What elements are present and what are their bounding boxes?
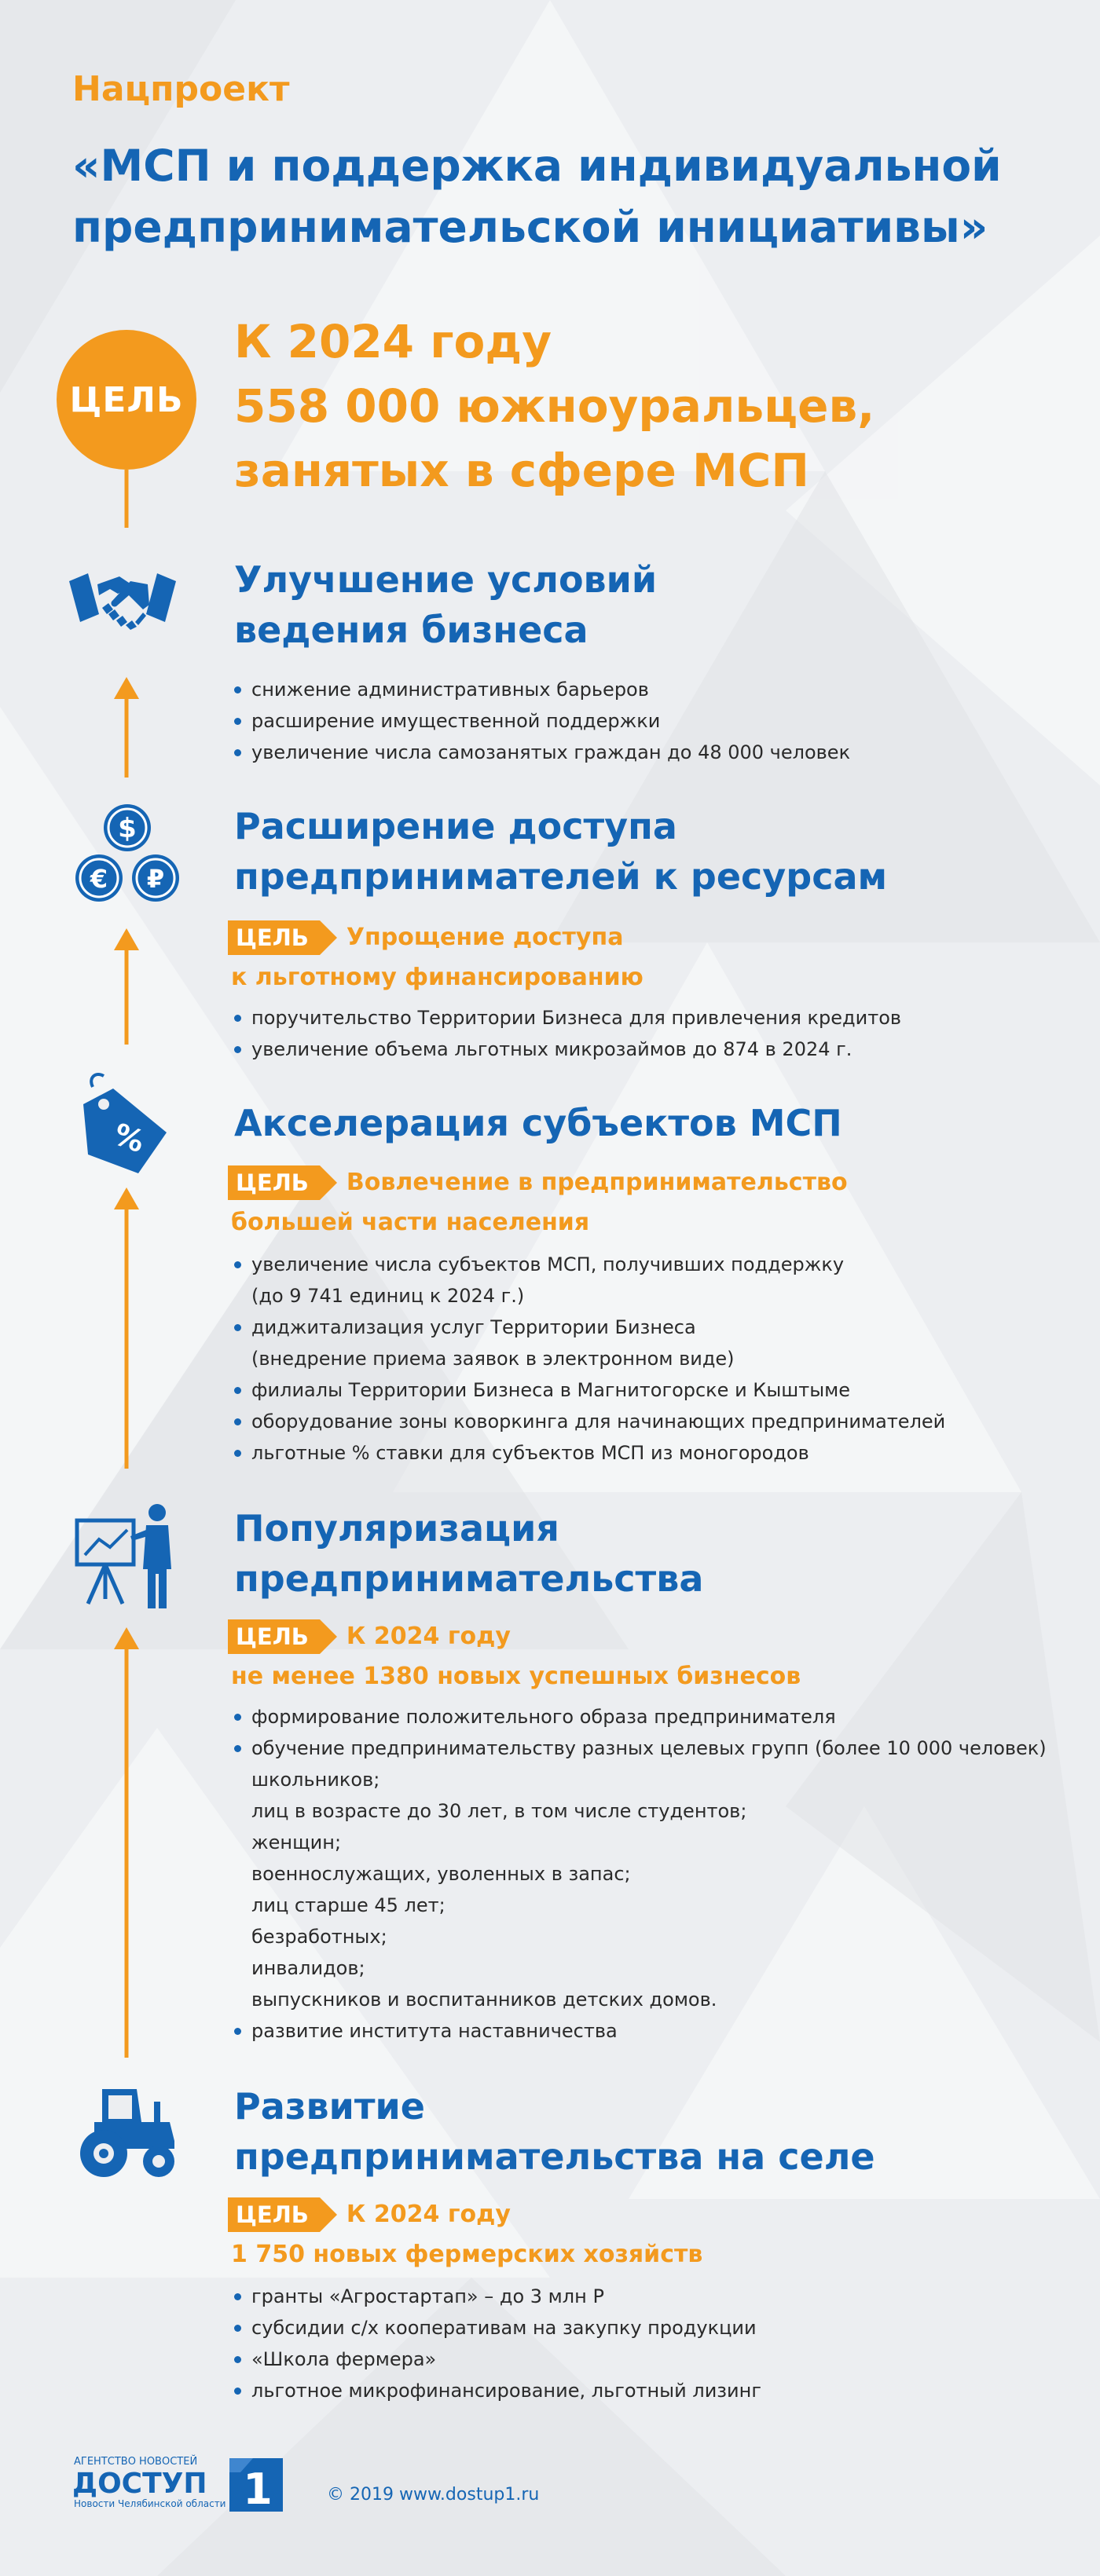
- list-item: безработных;: [251, 1926, 387, 1948]
- section-title-acceleration: [234, 1098, 1067, 1148]
- presentation-icon: [72, 1502, 182, 1612]
- logo-sub-text: Новости Челябинской области: [74, 2498, 226, 2509]
- dostup-logo: [72, 2452, 284, 2515]
- list-item: диджитализация услуг Территории Бизнеса: [234, 1312, 1083, 1343]
- list-item: субсидии с/х кооперативам на закупку продукции: [234, 2312, 1083, 2344]
- section-title-line: Улучшение условий: [234, 558, 658, 601]
- list-item: расширение имущественной поддержки: [234, 705, 1083, 737]
- svg-text:€: €: [90, 864, 108, 894]
- section-title-line: Акселерация субъектов МСП: [234, 1102, 842, 1144]
- section-goal: [228, 920, 1061, 997]
- goal-line-1: Упрощение доступа: [346, 924, 624, 951]
- section-goal: [228, 1619, 1061, 1696]
- goal-tag: ЦЕЛЬ: [228, 1619, 320, 1654]
- list-item: формирование положительного образа предпринимателя: [234, 1701, 1083, 1733]
- kicker: Нацпроект: [72, 69, 290, 109]
- list-item: «Школа фермера»: [234, 2344, 1083, 2375]
- list-item: льготные % ставки для субъектов МСП из моногородов: [234, 1437, 1083, 1469]
- list-item: увеличение числа субъектов МСП, получивших поддержку: [234, 1249, 1083, 1280]
- logo-top-text: АГЕНТСТВО НОВОСТЕЙ: [74, 2456, 198, 2468]
- list-item: филиалы Территории Бизнеса в Магнитогорске и Кыштыме: [234, 1374, 1083, 1406]
- list-item: выпускников и воспитанников детских домов.: [251, 1989, 717, 2011]
- goal-line-1: К 2024 году: [346, 1623, 511, 1650]
- page-title: [72, 135, 1062, 258]
- list-item: увеличение числа самозанятых граждан до 48 000 человек: [234, 737, 1083, 768]
- list-item: оборудование зоны коворкинга для начинающих предпринимателей: [234, 1406, 1083, 1437]
- tractor-icon: [71, 2073, 181, 2183]
- title-line-1: «МСП и поддержка индивидуальной: [72, 141, 1002, 191]
- svg-text:%: %: [108, 1116, 149, 1160]
- list-item: обучение предпринимательству разных целевых групп (более 10 000 человек): [234, 1733, 1083, 1764]
- main-goal-text: [234, 309, 1059, 503]
- list-item: женщин;: [251, 1831, 342, 1853]
- section-goal: [228, 1165, 1061, 1242]
- main-goal-line-2: 558 000 южноуральцев,: [234, 379, 875, 433]
- logo-number: 1: [243, 2464, 273, 2514]
- section-title-line: Популяризация: [234, 1507, 559, 1550]
- list-item: снижение административных барьеров: [234, 674, 1083, 705]
- list-item: гранты «Агростартап» – до 3 млн Р: [234, 2281, 1083, 2312]
- handshake-icon: [68, 550, 178, 660]
- list-item: (внедрение приема заявок в электронном виде): [251, 1348, 735, 1370]
- list-item: поручительство Территории Бизнеса для привлечения кредитов: [234, 1002, 1083, 1034]
- goal-line-1: Вовлечение в предпринимательство: [346, 1169, 848, 1196]
- section-title-line: предпринимательства на селе: [234, 2135, 875, 2178]
- section-title-line: предпринимателей к ресурсам: [234, 855, 888, 898]
- section-title-business-conditions: [234, 554, 1067, 655]
- main-goal-line-1: К 2024 году: [234, 315, 552, 368]
- coins-icon: [72, 803, 182, 913]
- section-title-rural: [234, 2081, 1067, 2182]
- list-item: школьников;: [251, 1769, 380, 1791]
- goal-tag: ЦЕЛЬ: [228, 2197, 320, 2232]
- svg-text:$: $: [118, 813, 137, 844]
- goal-line-2: к льготному финансированию: [231, 964, 644, 991]
- main-goal-line-3: занятых в сфере МСП: [234, 444, 809, 497]
- goal-line-2: 1 750 новых фермерских хозяйств: [231, 2241, 703, 2268]
- goal-tag: ЦЕЛЬ: [228, 1165, 320, 1200]
- bullet-list: [234, 1701, 1083, 2047]
- list-item: развитие института наставничества: [234, 2015, 1083, 2047]
- list-item: лиц в возрасте до 30 лет, в том числе студентов;: [251, 1800, 747, 1822]
- list-item: увеличение объема льготных микрозаймов до 874 в 2024 г.: [234, 1034, 1083, 1065]
- section-title-popularization: [234, 1503, 1067, 1604]
- goal-line-1: К 2024 году: [346, 2201, 511, 2228]
- title-line-2: предпринимательской инициативы»: [72, 202, 988, 252]
- goal-line-2: большей части населения: [231, 1209, 590, 1236]
- goal-tag: ЦЕЛЬ: [228, 920, 320, 955]
- section-title-line: Расширение доступа: [234, 805, 677, 847]
- list-item: инвалидов;: [251, 1957, 365, 1979]
- section-title-resources: [234, 801, 1067, 902]
- section-title-line: предпринимательства: [234, 1557, 704, 1600]
- copyright[interactable]: © 2019 www.dostup1.ru: [327, 2485, 540, 2505]
- logo-main-text: ДОСТУП: [72, 2468, 207, 2500]
- bullet-list: [234, 1249, 1083, 1469]
- goal-circle-badge: ЦЕЛЬ: [57, 330, 196, 470]
- list-item: лиц старше 45 лет;: [251, 1894, 446, 1916]
- section-goal: [228, 2197, 1061, 2274]
- list-item: военнослужащих, уволенных в запас;: [251, 1863, 631, 1885]
- section-title-line: ведения бизнеса: [234, 609, 588, 651]
- svg-text:₽: ₽: [146, 864, 165, 894]
- goal-line-2: не менее 1380 новых успешных бизнесов: [231, 1663, 801, 1690]
- section-title-line: Развитие: [234, 2085, 425, 2128]
- bullet-list: [234, 674, 1083, 768]
- bullet-list: [234, 1002, 1083, 1065]
- bullet-list: [234, 2281, 1083, 2406]
- percent-tag-icon: [72, 1070, 182, 1180]
- list-item: льготное микрофинансирование, льготный лизинг: [234, 2375, 1083, 2406]
- list-item: (до 9 741 единиц к 2024 г.): [251, 1285, 525, 1307]
